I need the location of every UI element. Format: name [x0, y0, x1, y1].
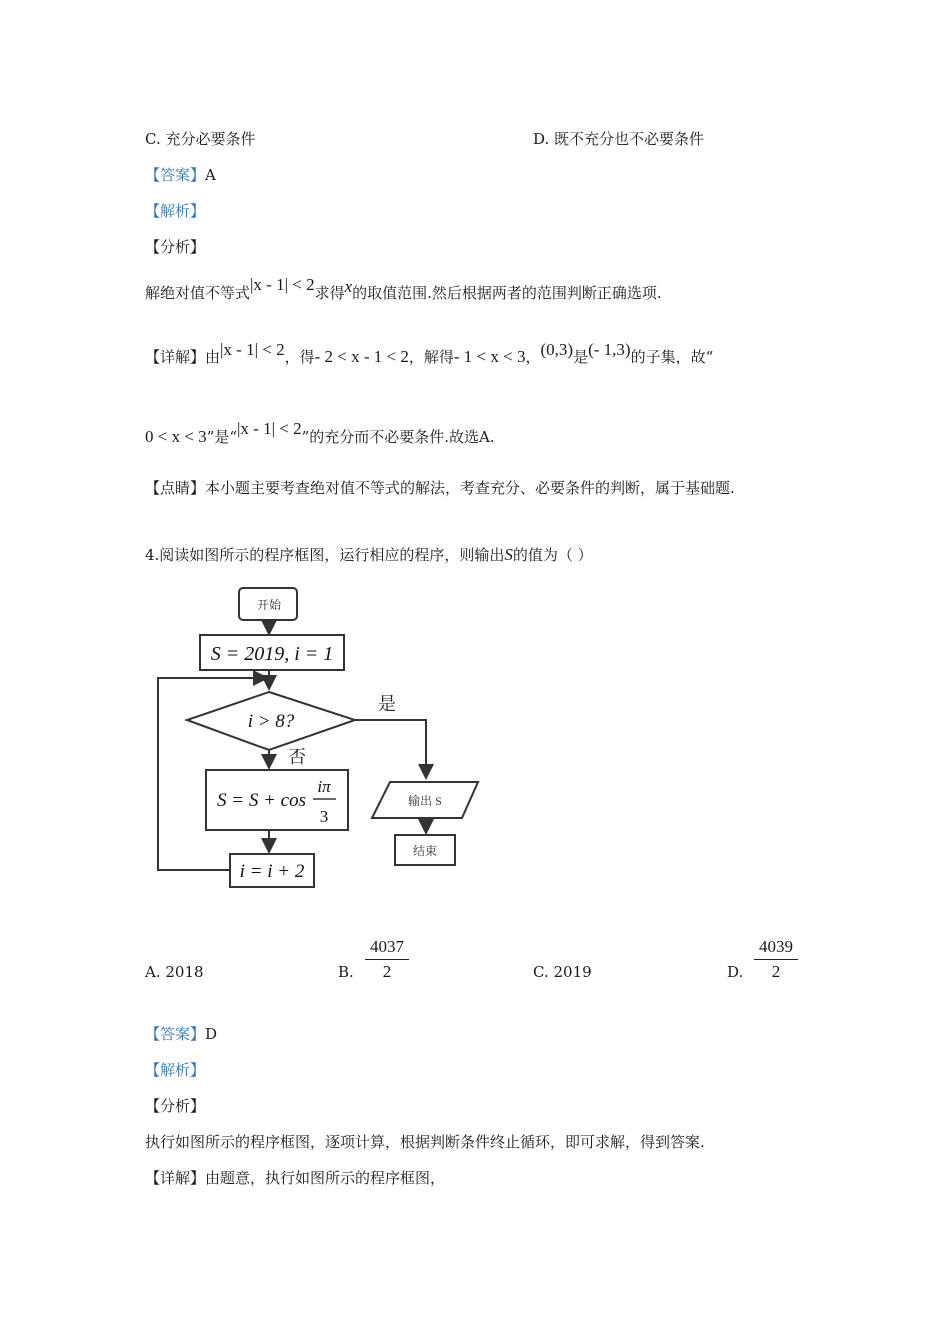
option-d: D. 既不充分也不必要条件	[533, 130, 705, 148]
line2-text-b: ”的充分而不必要条件.故选A.	[301, 428, 495, 446]
line2-math-2: |x - 1| < 2	[237, 419, 302, 438]
q4-detail-line	[145, 1167, 445, 1188]
q4-answer-tag: 【答案】	[145, 1025, 206, 1043]
fenxi-text-b: 求得	[314, 284, 345, 302]
dianjing-line	[145, 477, 735, 498]
line2-text-a: ”是“	[206, 428, 238, 446]
update-frac-den: 3	[319, 807, 329, 826]
q4-analysis-tag: 【解析】	[145, 1061, 206, 1079]
fenxi-text-c: 的取值范围.然后根据两者的范围判断正确选项.	[352, 284, 662, 302]
fenxi-x: x	[344, 277, 353, 296]
detail-math-1: |x - 1| < 2	[220, 340, 285, 359]
q4-option-d-den: 2	[771, 962, 781, 981]
fenxi-line	[145, 275, 662, 303]
q4-stem-a: 4.阅读如图所示的程序框图，运行相应的程序，则输出	[145, 546, 505, 564]
detail-text-b: ，得	[284, 348, 315, 366]
fenxi-tag: 【分析】	[145, 238, 206, 256]
option-c: C. 充分必要条件	[145, 130, 256, 148]
detail-text-c: ，解得	[408, 348, 454, 366]
increment-label: i = i + 2	[239, 861, 305, 882]
output-label: 输出 S	[408, 794, 442, 808]
detail-line-2	[145, 419, 495, 447]
detail-text-a: 由	[205, 348, 221, 366]
start-label: 开始	[256, 598, 282, 612]
q4-option-d-num: 4039	[754, 937, 798, 960]
q4-fenxi-text: 执行如图所示的程序框图，逐项计算，根据判断条件终止循环，即可求解，得到答案.	[145, 1133, 705, 1151]
update-frac-num: iπ	[317, 777, 331, 796]
q4-detail-text: 由题意，执行如图所示的程序框图，	[205, 1169, 446, 1187]
q4-answer-value: D	[205, 1025, 218, 1043]
q4-option-b-frac	[365, 937, 409, 982]
detail-text-d: ，	[525, 348, 541, 366]
answer-tag: 【答案】	[145, 166, 206, 184]
fenxi-text-a: 解绝对值不等式	[145, 284, 251, 302]
q4-fenxi-tag: 【分析】	[145, 1097, 206, 1115]
detail-text-e: 是	[573, 348, 589, 366]
dianjing-text: 本小题主要考查绝对值不等式的解法，考查充分、必要条件的判断，属于基础题.	[205, 479, 735, 497]
q4-option-b-den: 2	[382, 962, 392, 981]
line2-math-1: 0 < x < 3	[145, 427, 207, 446]
q4-option-c: C. 2019	[533, 963, 592, 981]
fenxi-math: |x - 1| < 2	[250, 275, 315, 294]
q4-option-a: A. 2018	[145, 963, 204, 981]
detail-tag: 【详解】	[145, 348, 206, 366]
answer-value: A	[205, 166, 216, 184]
q4-option-b-num: 4037	[365, 937, 409, 960]
q4-option-d-label: D.	[727, 963, 744, 981]
update-label: S = S + cos	[217, 790, 306, 811]
dianjing-tag: 【点睛】	[145, 479, 206, 497]
init-label: S = 2019, i = 1	[210, 643, 334, 665]
detail-math-5: (- 1,3)	[588, 340, 631, 359]
detail-text-f: 的子集，故“	[630, 348, 714, 366]
yes-label: 是	[378, 694, 396, 714]
detail-math-4: (0,3)	[540, 340, 574, 359]
detail-math-2: - 2 < x - 1 < 2	[314, 347, 409, 366]
q4-option-d-frac	[754, 937, 798, 982]
flowchart	[150, 582, 490, 892]
end-label: 结束	[412, 844, 438, 858]
q4-answer-line	[145, 1023, 217, 1044]
q4-option-b-label: B.	[338, 963, 354, 981]
no-label: 否	[288, 747, 306, 767]
analysis-tag: 【解析】	[145, 202, 206, 220]
q4-stem-s: S	[504, 545, 513, 564]
q4-stem-b: 的值为（ ）	[512, 546, 593, 564]
q4-detail-tag: 【详解】	[145, 1169, 206, 1187]
detail-line-1	[145, 340, 714, 367]
answer-line	[145, 164, 216, 185]
condition-label: i > 8?	[247, 711, 295, 732]
q4-stem	[145, 544, 593, 565]
detail-math-3: - 1 < x < 3	[453, 347, 526, 366]
